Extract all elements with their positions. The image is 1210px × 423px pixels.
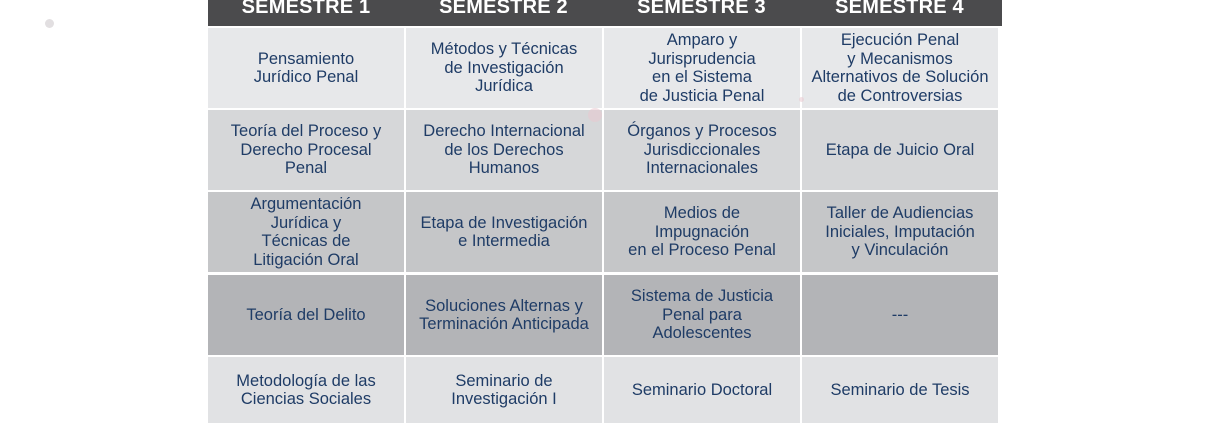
course-cell: Derecho Internacional de los Derechos Humanos [406, 110, 602, 190]
course-cell: Teoría del Delito [208, 275, 404, 355]
course-cell: --- [802, 275, 998, 355]
header-semestre-1: SEMESTRE 1 [241, 0, 371, 18]
course-cell: Órganos y Procesos Jurisdiccionales Internacionales [604, 110, 800, 190]
course-cell: Amparo y Jurisprudencia en el Sistema de Justicia Penal [604, 28, 800, 108]
course-cell: Taller de Audiencias Iniciales, Imputación y Vinculación [802, 192, 998, 272]
course-cell: Medios de Impugnación en el Proceso Penal [604, 192, 800, 272]
curriculum-table [208, 0, 1002, 423]
course-cell: Teoría del Proceso y Derecho Procesal Penal [208, 110, 404, 190]
course-cell: Seminario de Investigación I [406, 357, 602, 423]
course-cell: Métodos y Técnicas de Investigación Jurídica [406, 28, 602, 108]
header-semestre-3: SEMESTRE 3 [637, 0, 766, 18]
course-cell: Metodología de las Ciencias Sociales [208, 357, 404, 423]
decorative-dot [45, 19, 54, 28]
header-semestre-2: SEMESTRE 2 [439, 0, 568, 18]
course-cell: Etapa de Juicio Oral [802, 110, 998, 190]
course-cell: Pensamiento Jurídico Penal [208, 28, 404, 108]
decorative-spot [799, 97, 804, 102]
course-cell: Soluciones Alternas y Terminación Anticipada [406, 275, 602, 355]
header-semestre-4: SEMESTRE 4 [835, 0, 964, 18]
course-cell: Ejecución Penal y Mecanismos Alternativos de Solución de Controversias [802, 28, 998, 108]
decorative-spot [588, 108, 602, 122]
course-cell: Seminario Doctoral [604, 357, 800, 423]
table-header [208, 0, 1002, 26]
course-cell: Etapa de Investigación e Intermedia [406, 192, 602, 272]
course-cell: Seminario de Tesis [802, 357, 998, 423]
course-cell: Sistema de Justicia Penal para Adolescentes [604, 275, 800, 355]
course-cell: Argumentación Jurídica y Técnicas de Litigación Oral [208, 192, 404, 272]
